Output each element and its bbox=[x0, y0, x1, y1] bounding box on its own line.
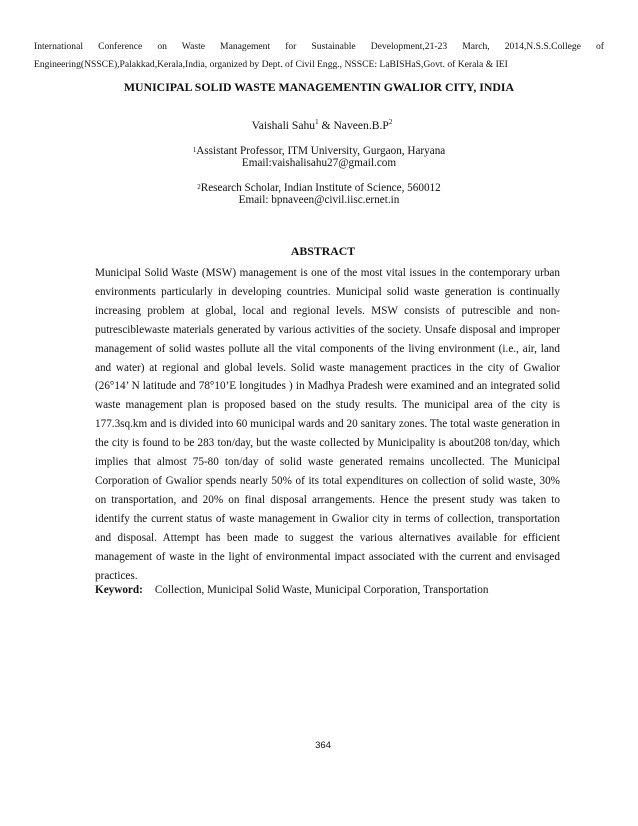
abstract-body: Municipal Solid Waste (MSW) management is one of the most vital issues in the contemporary urban environments particularly in developing countries. Municipal solid waste generation is continually increasing problem at global, local and regional levels. MSW consists of putrescible and non-putresciblewaste materials generated by various activities of the society. Unsafe disposal and improper management of solid wastes pollute all the vital components of the living environment (i.e., air, land and water) at regional and global levels. Solid waste management practices in the city of Gwalior (26°14’ N latitude and 78°10’E longitudes ) in Madhya Pradesh were examined and an integrated solid waste management plan is proposed based on the study results. The municipal area of the city is 177.3sq.km and is divided into 60 municipal wards and 20 sanitary zones. The total waste generation in the city is found to be 283 ton/day, but the waste collected by Municipality is about208 ton/day, which implies that almost 75-80 ton/day of solid waste generated remains uncollected. The Municipal Corporation of Gwalior spends nearly 50% of its total expenditures on collection of solid waste, 30% on transportation, and 20% on final disposal arrangements. Hence the present study was taken to identify the current status of waste management in Gwalior city in terms of collection, transportation and disposal. Attempt has been made to suggest the various alternatives available for efficient management of waste in the light of environmental impact associated with the current and envisaged practices. bbox=[95, 267, 560, 582]
affiliation-2-institution: Research Scholar, Indian Institute of Science, 560012 bbox=[200, 182, 441, 194]
keyword-list: Collection, Municipal Solid Waste, Municipal Corporation, Transportation bbox=[154, 584, 489, 596]
abstract-heading: ABSTRACT bbox=[290, 244, 356, 258]
affiliation-1-sup: 1 bbox=[192, 146, 197, 154]
author-1: Vaishali Sahu bbox=[251, 119, 316, 132]
author-line bbox=[0, 119, 638, 132]
conference-header: International Conference on Waste Management for Sustainable Development,21-23 March, 2014,N.S.S.College of Engineering(NSSCE),Palakkad,Kerala,India, organized by Dept. of Civil Engg., NSSCE: LaBISHaS,Govt. of Kerala & IEI bbox=[34, 41, 604, 70]
page-number: 364 bbox=[315, 740, 331, 751]
author-separator: & bbox=[318, 119, 334, 132]
affiliation-2-sup: 2 bbox=[197, 183, 201, 191]
affiliation-1-email: Email:vaishalisahu27@gmail.com bbox=[241, 157, 397, 169]
affiliation-2 bbox=[0, 182, 638, 206]
affiliation-2-email: Email: bpnaveen@civil.iisc.ernet.in bbox=[238, 194, 400, 206]
paper-title: MUNICIPAL SOLID WASTE MANAGEMENTIN GWALIOR CITY, INDIA bbox=[123, 80, 515, 94]
affiliation-1-institution: Assistant Professor, ITM University, Gurgaon, Haryana bbox=[196, 145, 446, 157]
affiliation-1 bbox=[0, 145, 638, 169]
author-2: Naveen.B.P bbox=[333, 119, 389, 132]
author-1-sup: 1 bbox=[315, 118, 319, 126]
keyword-line bbox=[95, 584, 565, 596]
keyword-label: Keyword: bbox=[95, 584, 143, 596]
author-2-sup: 2 bbox=[388, 118, 393, 126]
